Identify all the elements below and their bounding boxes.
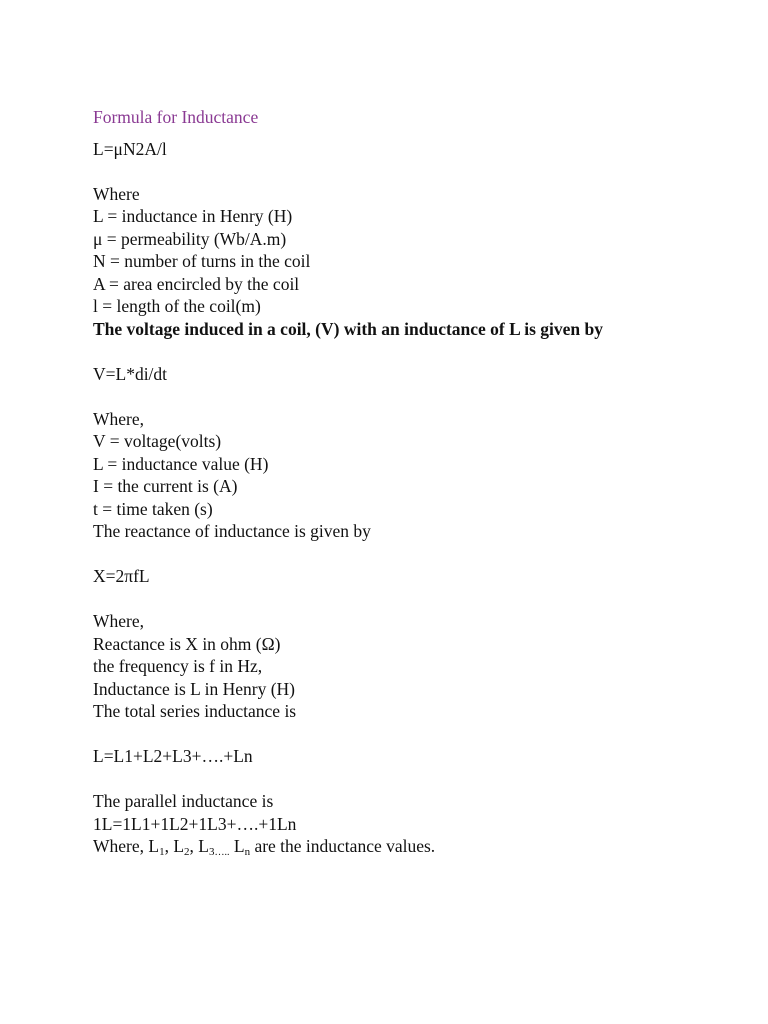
- subscript-1: 1: [159, 846, 165, 858]
- final-separator: , L: [189, 836, 209, 856]
- blank-line: [93, 160, 728, 183]
- formula-parallel: 1L=1L1+1L2+1L3+….+1Ln: [93, 813, 297, 834]
- reactance-statement: The reactance of inductance is given by: [93, 521, 371, 541]
- where-label: Where: [93, 183, 140, 204]
- final-prefix: Where, L: [93, 836, 160, 856]
- definition-t: t = time taken (s): [93, 498, 213, 519]
- definition-L-value: L = inductance value (H): [93, 453, 269, 474]
- parallel-statement: The parallel inductance is: [93, 791, 274, 811]
- definition-V: V = voltage(volts): [93, 431, 222, 451]
- definition-X: Reactance is X in ohm (Ω): [93, 633, 281, 654]
- where-label: Where,: [93, 408, 145, 429]
- final-separator: L: [229, 836, 245, 856]
- blank-line: [93, 340, 728, 363]
- subscript-2: 2: [184, 846, 190, 858]
- definition-f: the frequency is f in Hz,: [93, 656, 263, 676]
- final-separator: , L: [164, 836, 185, 856]
- series-statement: The total series inductance is: [93, 701, 297, 721]
- blank-line: [93, 385, 728, 408]
- voltage-statement: The voltage induced in a coil, (V) with an inductance of L is given by: [93, 318, 603, 339]
- formula-reactance: X=2πfL: [93, 566, 150, 586]
- formula-series: L=L1+L2+L3+….+Ln: [93, 746, 253, 766]
- definition-L: L = inductance in Henry (H): [93, 206, 293, 226]
- definition-mu: μ = permeability (Wb/A.m): [93, 228, 287, 249]
- where-label: Where,: [93, 611, 145, 631]
- subscript-n: n: [244, 846, 251, 858]
- final-suffix: are the inductance values.: [250, 836, 436, 856]
- blank-line: [93, 588, 728, 611]
- document-heading: Formula for Inductance: [93, 107, 259, 127]
- subscript-3: 3: [208, 846, 215, 858]
- definition-L-henry: Inductance is L in Henry (H): [93, 678, 295, 699]
- blank-line: [93, 768, 728, 791]
- formula-inductance: L=μN2A/l: [93, 138, 167, 159]
- blank-line: [93, 543, 728, 566]
- formula-voltage: V=L*di/dt: [93, 363, 168, 384]
- final-statement: [93, 835, 728, 865]
- definition-N: N = number of turns in the coil: [93, 251, 311, 271]
- definition-A: A = area encircled by the coil: [93, 273, 300, 294]
- subscript-dots: …..: [214, 847, 230, 858]
- definition-l: l = length of the coil(m): [93, 296, 261, 316]
- definition-I: I = the current is (A): [93, 476, 238, 496]
- blank-line: [93, 723, 728, 746]
